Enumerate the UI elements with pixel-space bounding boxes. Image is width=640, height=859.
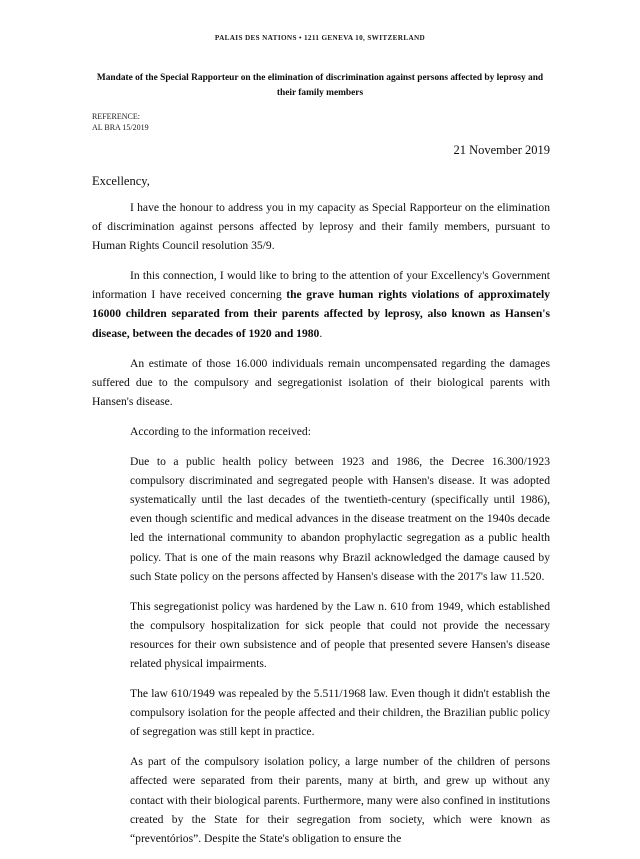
paragraph-violations	[92, 266, 550, 342]
paragraph-decree-16300: Due to a public health policy between 1923 and 1986, the Decree 16.300/1923 compulsory discriminated and segregated people with Hansen's disease. It was adopted systematically until the last decades of the twentieth-century (specifically until 1986), even though scientific and medical advances in the disease treatment on the 1940s decade led the international community to abandon prophylactic segregation as a public health policy. That is one of the main reasons why Brazil acknowledged the damage caused by such State policy on the persons affected by Hansen's disease with the 2017's law 11.520.	[130, 455, 550, 583]
paragraph-law-5511: The law 610/1949 was repealed by the 5.511/1968 law. Even though it didn't establish the compulsory isolation for the people affected and their children, the Brazilian public policy of segregation was still kept in practice.	[130, 687, 550, 739]
salutation: Excellency,	[92, 174, 150, 188]
reference-number: AL BRA 15/2019	[92, 122, 149, 132]
paragraph-honour: I have the honour to address you in my capacity as Special Rapporteur on the elimination of discrimination against persons affected by leprosy and their family members, pursuant to Human Rights Council resolution 35/9.	[92, 201, 550, 253]
paragraph-according-to-information: According to the information received:	[130, 424, 311, 438]
reference-label: REFERENCE:	[92, 112, 141, 121]
paragraph-violations-tail: .	[319, 326, 323, 340]
paragraph-preventorios: As part of the compulsory isolation policy, a large number of the children of persons affected were separated from their parents, many at birth, and grew up without any contact with their biological parents. Furthermore, many were also confined in institutions created by the State for their segregation from society, which were known as “preventórios”. Despite the State's obligation to ensure the	[130, 755, 550, 845]
document-date: 21 November 2019	[453, 143, 550, 157]
reference-block	[92, 112, 149, 133]
letterhead-address: PALAIS DES NATIONS • 1211 GENEVA 10, SWITZERLAND	[214, 34, 426, 42]
paragraph-violations-emphasis: the grave human rights violations of approximately 16000 children separated from their parents affected by leprosy, also known as Hansen's disease, between the decades of 1920 and 1980	[92, 288, 550, 340]
document-body	[92, 198, 550, 859]
mandate-title: Mandate of the Special Rapporteur on the elimination of discrimination against persons affected by leprosy and their family members	[96, 73, 544, 98]
paragraph-estimate: An estimate of those 16.000 individuals remain uncompensated regarding the damages suffered due to the compulsory and segregationist isolation of their biological parents with Hansen's disease.	[92, 356, 550, 408]
paragraph-law-610: This segregationist policy was hardened by the Law n. 610 from 1949, which established the compulsory hospitalization for sick people that could not provide the necessary resources for their own subsistence and of people that presented severe Hansen's disease related physical impairments.	[130, 599, 550, 670]
paragraph-violations-lead: In this connection, I would like to bring to the attention of your Excellency's Government information I have received concerning	[92, 269, 550, 302]
